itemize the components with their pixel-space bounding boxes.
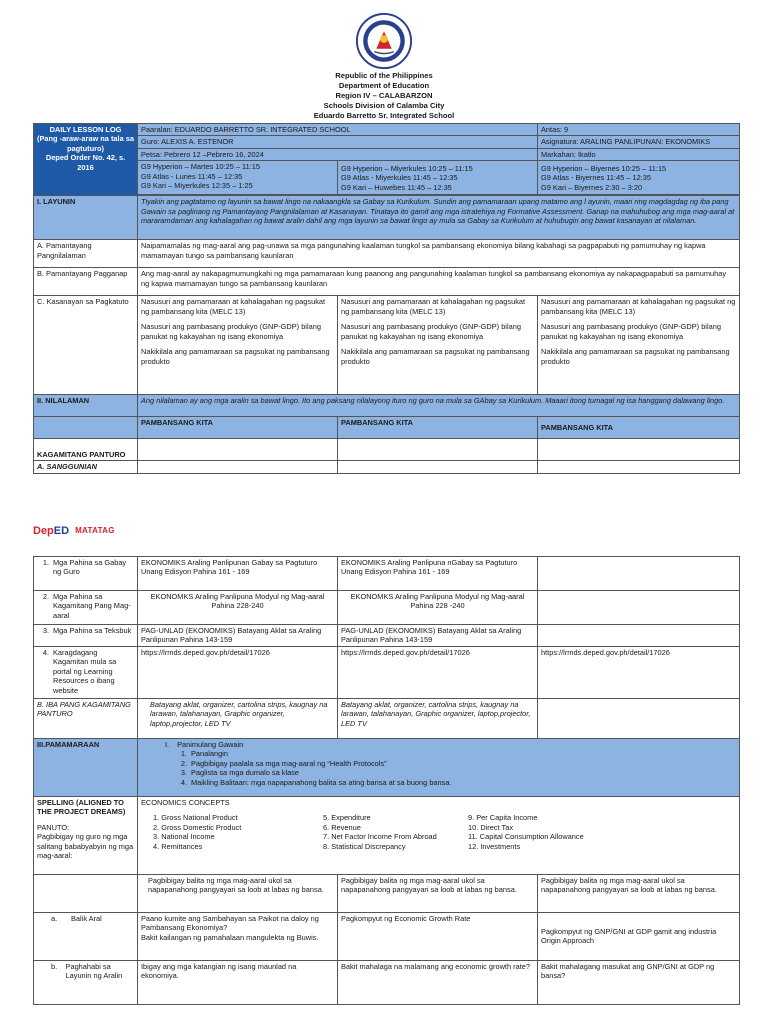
topic-empty-cell: [34, 417, 138, 439]
pamantayang-pangnilalaman-label: A. Pamantayang Pangnilalaman: [34, 240, 138, 268]
concepts-title: ECONOMICS CONCEPTS: [141, 797, 230, 807]
paghahabi-col-2: Bakit mahalaga na malamang ang economic growth rate?: [338, 960, 538, 1004]
pamantayang-pangnilalaman-text: Naipamamalas ng mag-aaral ang pag-unawa sa mga pangunahing kaalaman tungkol sa pambansang ekonomiya bilang kabahagi sa pagpapabuti ng pamumuhay ng kapwa mamamayan tungo sa pambansang kaunlaran: [138, 240, 740, 268]
schedule-col-2: [338, 161, 538, 195]
concept-item: 11. Capital Consumption Allowance: [468, 832, 584, 842]
balik-aral-label-cell: a. Balik Aral: [34, 912, 138, 960]
footer-logos: [33, 519, 115, 543]
layunin-label: I. LAYUNIN: [34, 196, 138, 240]
kasanayan-p3: Nakikilala ang pamamaraan sa pagsukat ng pambansang produkto: [141, 347, 330, 366]
label-text: Mga Pahina sa Kagamitang Pang Mag-aaral: [53, 592, 131, 620]
resource-label-karagdagan: 4. Karagdagang Kagamitan mula sa portal ng Learning Resources o ibang website: [34, 646, 138, 698]
panuto-text: Pagbibigay ng guro ng mga salitang bababyabyin ng mga mag-aaral:: [37, 832, 134, 861]
kagamitang-panturo-label: KAGAMITANG PANTURO: [34, 439, 138, 461]
balik-aral-col-1: Paano kumite ang Sambahayan sa Paikot na daloy ng Pambansang Ekonomiya? Bakit kailangan ng pamahalaan mangulekta ng Buwis.: [138, 912, 338, 960]
kagamitan-col-2: EKONOMKS Araling Panlipuna Modyul ng Mag-aaral Pahina 228 -240: [338, 591, 538, 625]
deped-logo-text-b: ED: [53, 524, 70, 537]
concepts-grid: [153, 813, 736, 851]
iba-pang-kagamitan-label: B. IBA PANG KAGAMITANG PANTURO: [34, 698, 138, 738]
header-line-republic: Republic of the Philippines: [335, 71, 433, 80]
empty-cell: [34, 874, 138, 912]
header-line-department: Department of Education: [338, 81, 430, 90]
deped-logo-text-a: Dep: [33, 524, 54, 537]
pamamaraan-item: Pagbibigay paalala sa mga mag-aaral ng “Health Protocols”: [191, 758, 387, 768]
gabay-col-1: EKONOMIKS Araling Panlipunan Gabay sa Pagtuturo Unang Edisyon Pahina 161 - 169: [138, 557, 338, 591]
dll-title-cell: [34, 124, 138, 196]
panuto-label: PANUTO:: [37, 822, 70, 832]
kasanayan-col-1: [138, 296, 338, 395]
kasanayan-p2: Nasusuri ang pambasang produkyo (GNP-GDP) bilang panukat ng kakayahan ng isang ekonomiya: [341, 322, 521, 341]
iba-pang-kagamitan-col-2: Batayang aklat, organizer, cartolina strips, kaugnay na larawan, talahanayan, Graphic organizer, laptop,projector, LED TV: [338, 698, 538, 738]
kasanayan-p2: Nasusuri ang pambasang produkyo (GNP-GDP) bilang panukat ng kakayahan ng isang ekonomiya: [541, 322, 721, 341]
document-header: [0, 71, 768, 121]
kasanayan-col-2: [338, 296, 538, 395]
roman-numeral: I.: [165, 739, 170, 749]
deped-logo: [33, 524, 69, 538]
pamamaraan-label: III.PAMAMARAAN: [34, 738, 138, 796]
paaralan-field: Paaralan: EDUARDO BARRETTO SR. INTEGRATED SCHOOL: [138, 124, 538, 136]
kasanayan-p3: Nakikilala ang pamamaraan sa pagsukat ng pambansang produkto: [341, 347, 530, 366]
kasanayan-label: C. Kasanayan sa Pagkatuto: [34, 296, 138, 395]
schedule-col-1: [138, 161, 338, 195]
concept-item: 12. Investments: [468, 841, 521, 851]
pamantayang-pagganap-label: B. Pamantayang Pagganap: [34, 268, 138, 296]
resource-label-teksbuk: 3. Mga Pahina sa Teksbuk: [34, 625, 138, 647]
panimulang-gawain: Panimulang Gawain: [177, 739, 244, 749]
concept-item: 7. Net Factor Income From Abroad: [323, 832, 437, 842]
spelling-label: SPELLING (ALIGNED TO THE PROJECT DREAMS): [37, 797, 126, 817]
empty-cell: [138, 439, 338, 461]
schedule-line: G9 Kari – Huwebes 11:45 – 12:35: [341, 182, 452, 192]
label-text: Mga Pahina sa Gabay ng Guro: [53, 558, 127, 577]
label-text: Mga Pahina sa Teksbuk: [53, 626, 132, 635]
pamamaraan-content: I. Panimulang Gawain 1. Panalangin 2. Pagbibigay paalala sa mga mag-aaral ng “Health Protocols” 3. Paglista sa mga dumalo sa klase 4. Maikling Balitaan: mga napapanahong balita sa ating bansa at sa buong bansa.: [138, 738, 740, 796]
dll-top-table: [33, 123, 740, 474]
schedule-line: G9 Atlas - Biyernes 11:45 – 12:35: [541, 173, 651, 183]
schedule-line: G9 Kari – Miyerkules 12:35 – 1:25: [141, 181, 253, 191]
paghahabi-label-cell: b. Paghahabi sa Layunin ng Aralin: [34, 960, 138, 1004]
paghahabi-col-3: Bakit mahalagang masukat ang GNP/GNI at GDP ng bansa?: [538, 960, 740, 1004]
pamamaraan-item: Panalangin: [191, 749, 228, 759]
concept-item: 5. Expenditure: [323, 813, 371, 823]
empty-cell: [538, 625, 740, 647]
header-line-division: Schools Division of Calamba City: [323, 101, 445, 110]
topic-col-1: PAMBANSANG KITA: [138, 417, 338, 439]
topic-col-2: PAMBANSANG KITA: [338, 417, 538, 439]
teksbuk-col-2: PAG-UNLAD (EKONOMIKS) Batayang Aklat sa Araling Panlipunan Pahina 143-159: [338, 625, 538, 647]
spelling-cell: [34, 796, 138, 874]
kasanayan-p1: Nasusuri ang pamamaraan at kahalagahan ng pagsukat ng pambansang kita (MELC 13): [541, 297, 736, 316]
empty-cell: [538, 461, 740, 473]
matatag-logo: MATATAG: [75, 525, 115, 535]
pamantayang-pagganap-text: Ang mag-aaral ay nakapagmumungkahi ng mga pamamaraan kung paanong ang pangunahing kaalaman tungkol sa pambansang ekonomiya ay nakapagpapabuti sa pamumuhay ng kapwa mamamayan tungo sa pambansang kaunlaran: [138, 268, 740, 296]
dll-subtitle: (Pang -araw-araw na tala sa pagtuturo): [37, 134, 134, 153]
concept-item: 3. National Income: [153, 832, 215, 842]
dll-title: DAILY LESSON LOG: [49, 125, 122, 134]
nilalaman-label: II. NILALAMAN: [34, 395, 138, 417]
header-line-school: Eduardo Barretto Sr. Integrated School: [313, 111, 455, 120]
schedule-line: G9 Hyperion – Biyernes 10:25 – 11:15: [541, 163, 667, 173]
balita-col-3: Pagbibigay balita ng mga mag-aaral ukol sa napapanahong pangyayari sa loob at labas ng bansa.: [538, 874, 740, 912]
schedule-line: G9 Kari – Biyernes 2:30 – 3:20: [541, 182, 643, 192]
concept-item: 10. Direct Tax: [468, 822, 514, 832]
concept-item: 2. Gross Domestic Product: [153, 822, 242, 832]
sanggunian-label: A. SANGGUNIAN: [34, 461, 138, 473]
schedule-line: G9 Hyperion – Miyerkules 10:25 – 11:15: [341, 163, 473, 173]
resource-label-kagamitan: 2. Mga Pahina sa Kagamitang Pang Mag-aaral: [34, 591, 138, 625]
layunin-text: Tiyakin ang pagtatamo ng layunin sa bawat lingo na nakaangkla sa Gabay sa Kurikulum. Sundin ang pamamaraan upang matamo ang l ayunin, maari ring magdagdag ng iba pang Gawain sa paglinang ng Pamantayang Pangnilalaman at Kasanayan. Tinataya ito gamit ang mga istratehiya ng Formative Assessment. Ganap na mahuhubog ang mga mag-aaral at mararamdaman ang kahalagahan ng bawat aralin dahil ang mga layunin sa bawat lingo ay mula sa Gabay sa Kurikulum at huhubugin ang bawat kasanayan at nilalaman.: [138, 196, 740, 240]
kasanayan-col-3: [538, 296, 740, 395]
dll-bottom-table: [33, 556, 740, 1005]
empty-cell: [538, 698, 740, 738]
economics-concepts-cell: [138, 796, 740, 874]
paghahabi-col-1: Ibigay ang mga katangian ng isang maunlad na ekonomiya.: [138, 960, 338, 1004]
concept-item: 6. Revenue: [323, 822, 361, 832]
nilalaman-text: Ang nilalaman ay ang mga aralin sa bawat lingo. Ito ang paksang nilalayong ituro ng guro na mula sa GAbay sa Kurikulum. Maaari itong tumagal ng isa hanggang dalawang lingo.: [138, 395, 740, 417]
topic-col-3: PAMBANSANG KITA: [538, 417, 740, 439]
concept-item: 8. Statistical Discrepancy: [323, 841, 406, 851]
pamamaraan-item: Paglista sa mga dumalo sa klase: [191, 768, 300, 778]
header-line-region: Region IV – CALABARZON: [335, 91, 433, 100]
lrmds-link-2[interactable]: https://lrmds.deped.gov.ph/detail/17026: [338, 646, 538, 698]
kasanayan-p2: Nasusuri ang pambasang produkyo (GNP-GDP) bilang panukat ng kakayahan ng isang ekonomiya: [141, 322, 321, 341]
concept-item: 9. Per Capita Income: [468, 813, 538, 823]
pamamaraan-item: Maikling Balitaan: mga napapanahong balita sa ating bansa at sa buong bansa.: [191, 777, 452, 787]
lrmds-link-3[interactable]: https://lrmds.deped.gov.ph/detail/17026: [538, 646, 740, 698]
concept-item: 1. Gross National Product: [153, 813, 238, 823]
schedule-line: G9 Atlas - Miyerkules 11:45 – 12:35: [341, 173, 458, 183]
teksbuk-col-1: PAG-UNLAD (EKONOMIKS) Batayang Aklat sa Araling Panlipunan Pahina 143-159: [138, 625, 338, 647]
deped-seal-logo: [355, 12, 413, 70]
iba-pang-kagamitan-col-1: Batayang aklat, organizer, cartolina strips, kaugnay na larawan, talahanayan, Graphic organizer, laptop,projector, LED TV: [138, 698, 338, 738]
concept-item: 4. Remittances: [153, 841, 203, 851]
schedule-col-3: [538, 161, 740, 195]
paghahabi-label: Paghahabi sa Layunin ng Aralin: [65, 961, 123, 981]
balita-col-1: Pagbibigay balita ng mga mag-aaral ukol sa napapanahong pangyayari sa loob at labas ng bansa.: [138, 874, 338, 912]
kasanayan-p3: Nakikilala ang pamamaraan sa pagsukat ng pambansang produkto: [541, 347, 730, 366]
empty-cell: [138, 461, 338, 473]
petsa-field: Petsa: Pebrero 12 –Pebrero 16, 2024: [138, 148, 538, 160]
schedule-line: G9 Atlas - Lunes 11:45 – 12:35: [141, 171, 243, 181]
empty-cell: [538, 439, 740, 461]
resource-label-gabay: 1. Mga Pahina sa Gabay ng Guro: [34, 557, 138, 591]
kasanayan-p1: Nasusuri ang pamamaraan at kahalagahan ng pagsukat ng pambansang kita (MELC 13): [141, 297, 326, 316]
kasanayan-p1: Nasusuri ang pamamaraan at kahalagahan ng pagsukat ng pambansang kita (MELC 13): [341, 297, 526, 316]
empty-cell: [338, 439, 538, 461]
schedule-line: G9 Hyperion – Martes 10:25 – 11:15: [141, 162, 261, 172]
guro-field: Guro: ALEXIS A. ESTENOR: [138, 136, 538, 148]
balik-aral-col-2: Pagkompyut ng Economic Growth Rate: [338, 912, 538, 960]
kagamitan-col-1: EKONOMKS Araling Panlipuna Modyul ng Mag-aaral Pahina 228-240: [138, 591, 338, 625]
empty-cell: [338, 461, 538, 473]
empty-cell: [538, 591, 740, 625]
empty-cell: [538, 557, 740, 591]
markahan-field: Markahan: Ikatlo: [538, 148, 740, 160]
gabay-col-2: EKONOMIKS Araling Panlipuna nGabay sa Pagtuturo Unang Edisyon Pahina 161 - 169: [338, 557, 538, 591]
dll-order: Deped Order No. 42, s. 2016: [45, 153, 126, 172]
label-text: Karagdagang Kagamitan mula sa portal ng Learning Resources o ibang website: [53, 647, 117, 695]
antas-field: Antas: 9: [538, 124, 740, 136]
balik-aral-col-3: Pagkompyut ng GNP/GNI at GDP gamit ang industria Origin Approach: [538, 912, 740, 960]
balita-col-2: Pagbibigay balita ng mga mag-aaral ukol sa napapanahong pangyayari sa loob at labas ng bansa.: [338, 874, 538, 912]
asignatura-field: Asignatura: ARALING PANLIPUNAN: EKONOMIKS: [538, 136, 740, 148]
lrmds-link-1[interactable]: https://lrmds.deped.gov.ph/detail/17026: [138, 646, 338, 698]
balik-aral-label: Balik Aral: [71, 913, 102, 923]
